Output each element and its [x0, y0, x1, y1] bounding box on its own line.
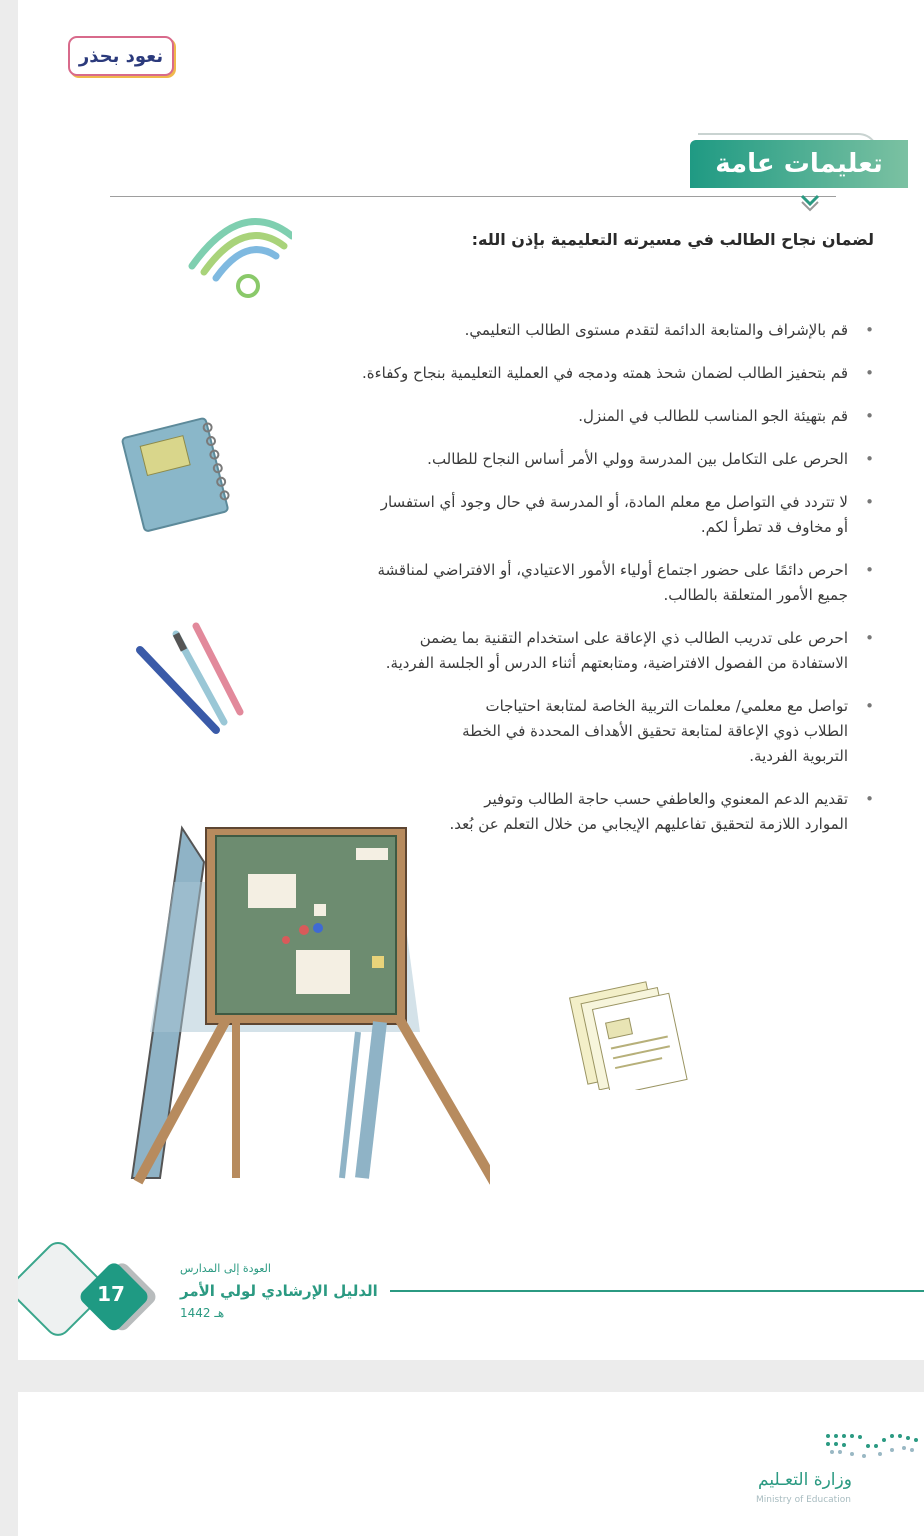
pens-icon: [136, 620, 246, 736]
next-page-preview: [18, 1392, 924, 1536]
bullet-icon: •: [865, 493, 874, 511]
bulletin-board-illustration: [110, 822, 490, 1202]
bullet-icon: •: [865, 450, 874, 468]
footer-title: الدليل الإرشادي لولي الأمر: [180, 1282, 378, 1300]
footer-subtitle: العودة إلى المدارس: [180, 1262, 271, 1275]
chevron-down-icon: [798, 190, 822, 214]
item-text: لا تتردد في التواصل مع معلم المادة، أو المدرسة في حال وجود أي استفسار أو مخاوف قد تطرأ لكم.: [380, 493, 848, 536]
footer-year: 1442 هـ: [180, 1306, 225, 1320]
wifi-icon: [182, 206, 292, 302]
notebook-icon: [118, 412, 238, 536]
title-divider: [110, 196, 836, 197]
document-page: [18, 0, 924, 1360]
campaign-logo: نعود بحذر: [68, 36, 174, 76]
list-item: [448, 787, 874, 837]
ministry-name-en: Ministry of Education: [756, 1495, 851, 1505]
bullet-icon: •: [865, 364, 874, 382]
list-item: [368, 558, 874, 608]
bullet-icon: •: [865, 790, 874, 808]
item-text: تواصل مع معلمي/ معلمات التربية الخاصة لمتابعة احتياجات الطلاب ذوي الإعاقة لمتابعة تحقيق الأهداف المحددة في الخطة التربوية الفردية.: [462, 697, 848, 765]
list-item: [314, 404, 874, 429]
ministry-logo-icon: [820, 1428, 920, 1468]
list-item: [448, 694, 874, 769]
bullet-icon: •: [865, 697, 874, 715]
bullet-icon: •: [865, 629, 874, 647]
item-text: الحرص على التكامل بين المدرسة وولي الأمر أساس النجاح للطالب.: [427, 450, 848, 468]
section-title: تعليمات عامة: [690, 140, 908, 188]
list-item: [314, 361, 874, 386]
item-text: احرص على تدريب الطالب ذي الإعاقة على استخدام التقنية بما يضمن الاستفادة من الفصول الافتراضية، ومتابعتهم أثناء الدرس أو الجلسة الفردية.: [385, 629, 848, 672]
papers-icon: [566, 972, 696, 1090]
item-text: احرص دائمًا على حضور اجتماع أولياء الأمور الاعتيادي، أو الافتراضي لمناقشة جميع الأمور المتعلقة بالطالب.: [377, 561, 848, 604]
list-item: [314, 447, 874, 472]
bullet-icon: •: [865, 321, 874, 339]
bullet-icon: •: [865, 407, 874, 425]
footer-divider: [390, 1290, 924, 1292]
list-item: [368, 626, 874, 676]
list-item: [314, 318, 874, 343]
item-text: تقديم الدعم المعنوي والعاطفي حسب حاجة الطالب وتوفير الموارد اللازمة لتحقيق تفاعليهم الإيجابي من خلال التعلم عن بُعد.: [449, 790, 848, 833]
ministry-name-ar: وزارة التعـليم: [758, 1470, 852, 1490]
item-text: قم بالإشراف والمتابعة الدائمة لتقدم مستوى الطالب التعليمي.: [464, 321, 848, 339]
item-text: قم بتهيئة الجو المناسب للطالب في المنزل.: [578, 407, 848, 425]
item-text: قم بتحفيز الطالب لضمان شحذ همته ودمجه في العملية التعليمية بنجاح وكفاءة.: [361, 364, 848, 382]
page-number: 17: [97, 1282, 125, 1306]
instructions-list: [314, 318, 874, 855]
intro-text: لضمان نجاح الطالب في مسيرته التعليمية بإذن الله:: [471, 230, 874, 249]
bullet-icon: •: [865, 561, 874, 579]
list-item: [368, 490, 874, 540]
